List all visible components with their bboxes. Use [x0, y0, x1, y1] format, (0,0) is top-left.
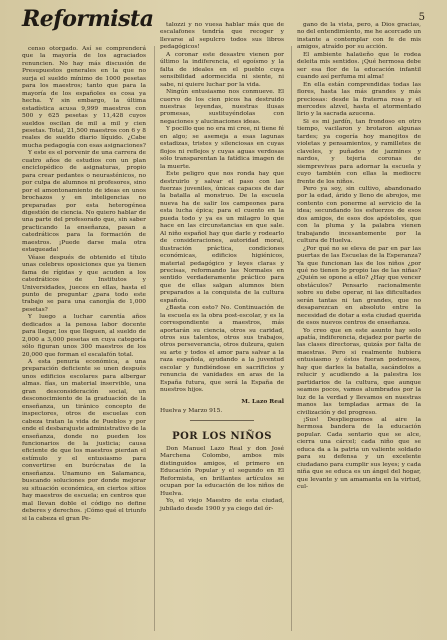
column-2: [160, 22, 284, 513]
article-dateline: Huelva y Marzo 915.: [160, 408, 223, 415]
page-number: 5: [418, 12, 425, 23]
paragraph: Este peligro que nos ronda hay que destruirlo y salvar el paso con las fuerzas juveniles, únicas capaces de dar la batalla al monstruo. De la escuela nueva ha de salir los campeones para esta lucha épica; para el cuento en la pueda todo y ya es un milagro lo que hace en las circunstancias en que sale. Al niño español hay que darle y rodearlo de consideraciones, autoridad moral, ilustración práctica, condiciones económicas, edificios higiénicos, material pedagógico y leyes claras y precisas, reformando las Normales en sentido verdaderamente práctico para que de ellas salgan alumnos bien preparados a la conquista de la cultura española.: [160, 171, 284, 304]
paragraph: Y luego a luchar carentía años dedicados a la penosa labor docente para llegar, los que lleguen, al sueldo de 2,000 a 3,000 pesetas en cuya categoría sólo figuran unos 300 maestros de los 20,000 que forman el escalafón total.: [22, 314, 146, 358]
column-divider: [291, 46, 292, 631]
paragraph: El ambiente halaüeño que le rodea deleita mis sentidos. ¡Qué hermosa debe ser esa flor de la educación infantil cuando así perfuma mi alma!: [297, 51, 421, 81]
section-title: POR LOS NIÑOS: [172, 430, 272, 442]
paragraph: A esta penuria económica, a una preparación deficiente se unen después unos edificios escolares para albergar almas. fías, un material inservible, una gran desconsideración social, un desconocimiento de la graduación de la enseñanza, un tiránico concepto de inspectores, otros de escuelas con cabeza tratan la vida de Pueblos y por ende el desbarajuste administrativo de la enseñanza, donde no pueden los funcionarios de la justicia; causa eficiente de que los maestros pierdan el estímulo y el entusiasmo para convertirse en burócratas de la enseñanza. Unamuno en Salamanca, buscando soluciones por donde mejorar su situación económica, en ciertos sitios hay maestros de escuela; en centros que mal llevan doble el código no define deberes y derechos. ¡Cómo qué el triunfo si la cabeza el gran Pe-: [22, 359, 146, 522]
article-signature: M. Lazo Real: [241, 397, 284, 405]
paragraph: Don Manuel Lazo Real y don José Marchena Colombo, ambos mis distinguidos amigos, el primero en Educación Popular y el segundo en El Reformista, en brillantes artículos se ocupan por la educación de los niños de Huelva.: [160, 446, 284, 497]
masthead-title: Reformista: [22, 6, 154, 32]
paragraph: Si es mi jardín, tan frondoso en otro tiempo, vacilaron y brotaron algunas tardes; ya cogería hoy manojitos de violetas y pensamientos, y ramilletes de claveles, y puñados de jazmines y nardos, y tejeria coronas de siemprevivas para adornar la escuela y cuyo también con ellas la mediocre frente de los niños.: [297, 118, 421, 185]
column-3: [297, 22, 421, 492]
paragraph: En ella están comprendidas todas las flores, hasta las más grandes y más preciosas: desde la fraterna rosa y el mercedes alzvel, hasta el atormentado lirio y la sacrada azucena.: [297, 81, 421, 118]
paragraph: Y este es el porvenir de una carrera de cuatro años de estudios con un plan enciclopédico de asignaturas, propio para crear pedantes o neurasténicos, no por culpa de alumnos ni profesores, sino por el amontonamiento de ideas en unos brochazos y en inteligencias no preparadas por esta heterogénea digestión de ciencia. No quiero hablar de una parte del profesorado que, sin saber practicando la enseñanza, pasan a catedráticos para la formación de maestros. ¡Puede darse mala otra estaqueada!: [22, 150, 146, 254]
paragraph: ¡Sus! Desplieguemos al aire la hermosa bandera de la educación popular. Cada sentario que se alce, cierra una cárcel; cada niño que se educa da a la patria un valiente soldado para su defensa y un excelente ciudadano para cumplir sus leyes; y cada niña que se educa es un ángel del hogar, que levante y un amamanta en la virtud, cul-: [297, 417, 421, 491]
paragraph: A coronar este desastre vienen por último la indiferencia, el egoísmo y la falta de ideales en el pueblo cuya sensibilidad adormecida ni siente, ni sabe, ni quiere luchar por la vida.: [160, 51, 284, 88]
paragraph: Yo, el viejo Maestro de esta ciudad, jubilado desde 1900 y ya ciego del ór-: [160, 498, 284, 512]
column-divider: [154, 46, 155, 631]
paragraph: ¿Basta con esto? No. Continuación de la escuela es la obra post-escolar, y es la correspondiente a maestros, más aportarán su ciencia, otros su caridad, otros sus talentos, otros sus trabajos, otros perseverancia, otros dulzura, quien su arte y todos el amor para salvar a la raza española, ayudando a la juventud escolar y fundiéndose en sacrificios y renuncia de vanidades en aras de la España futura, que será la España de nuestros hijos.: [160, 305, 284, 394]
paragraph: Pero ya soy, sin cultivo, abandonado por la edad, árido y lleno de abrojos, me contento con ponerme al servicio de la idea; secundando los esfuerzos de esos dos amigos, de esos dos apóstoles, que con la pluma y la palabra vienen trabajando incesantemente por la cultura de Huelva.: [297, 185, 421, 245]
paragraph: gano de la vista, pero, a Dios gracias, no del entendimiento, me he acercado un instante a contemplar con fe de mis amigos, atraído por su acción.: [297, 22, 422, 51]
paragraph: talozzi y no vuesa hablar más que de escalafones tendría que recoger y llevarse al sepulcro todos sus libros pedagógicos!: [160, 22, 284, 51]
paragraph: ¿Por qué no se eleva de par en par las puertas de las Escuelas de la Esperanza? Ya que funcionan las de los niños ¿por qué no tienen lo propio las de las niñas? ¿Quién se opone a ello? ¿Hay que vencer obstáculos? Pensarlo racionalmente sobre su debe operar, ni las dificultades serán tantas ni tan grandes, que no desaparezcan en absoluto entre la necesidad de dotar a esta ciudad querida de esos nuevos centros de enseñanza.: [297, 245, 421, 327]
paragraph: censo otorgado. Así se comprenderá que la mayoría de los agraciados renuncien. No hay más discusión de Presupuestos generales en la que no surja el sueldo mínimo de 1000 pesetas para los maestros; tanto que para la mayoría de los españoles es cosa ya hecha. Y sin embargo, la última estadística acusa 9,999 maestros con 500 y 625 pesetas y 11,428 cuyos sueldos oscilan de mil a mil y cien pesetas. Total, 21,500 maestros con 6 y 8 reales de sueldo diario líquido. ¿Cabe mucha pedagogía con esas asignaciones?: [22, 46, 146, 149]
paragraph: Yo creo que en este asunto hay solo apatía, indiferencia, dejadez por parte de las clases directoras, quizás por falta de maestras. Pero si realmente hubiera entusiasmo y éstos fueran poderosos, hay que darles la batalla, sacándolos a relucir y acudiendo a la palestra los partidarios de la cultura, que aunque seamos pocos, vamos alumbrados por la luz de la verdad y llevamos en nuestras manos las templadas armas de la civilización y del progreso.: [297, 327, 421, 416]
masthead: [22, 6, 153, 32]
column-1: [22, 46, 146, 523]
section-separator: [190, 420, 254, 421]
paragraph: Véase después de obtenido el título unas celebres oposiciones que ya tienen fama de rígidas y que acuden a los catedráticos de Institutos y Universidades, jueces en ellas, hasta el punto de preguntar ¿para todo este trabajo se para una canonjía de 1,000 pesetas?: [22, 254, 146, 313]
paragraph: Ningún entusiasmo nos conmueve. El cuervo de los cien picos ha destruido nuestras leyendas, nuestras ilusas promesas, sustituyéndolas con negaciones y alucinaciones ideas.: [160, 89, 284, 125]
paragraph: Y pocillo que no era mi cree, ni tiene fé en algo; se asemeja a esas lagunas estadizas, tristes y silenciosas en cuyas flojos ni reflejos y cuyas aguas verdosas sólo transparentan la fatídica imagen de la muerte.: [160, 126, 284, 170]
